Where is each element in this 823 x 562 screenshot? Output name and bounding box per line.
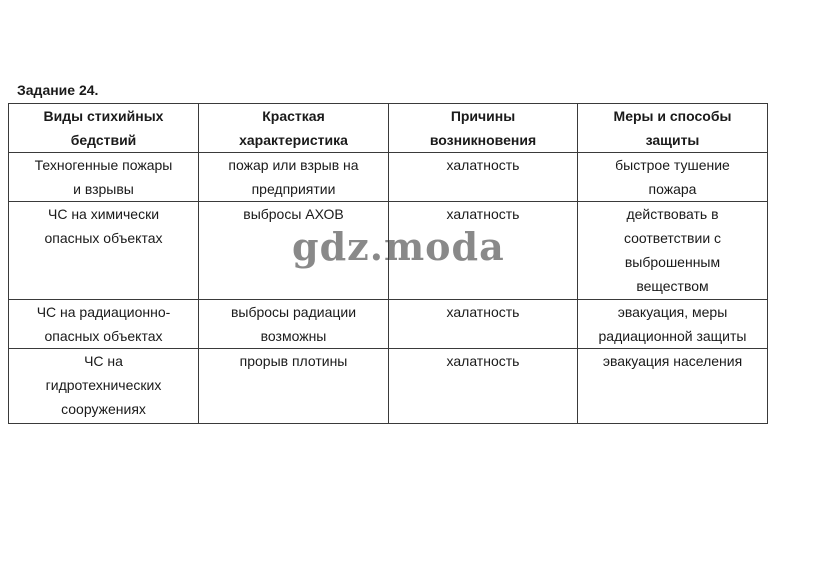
- cell-line: гидротехнических: [45, 377, 162, 393]
- cell-line: быстрое тушение: [615, 157, 730, 173]
- cell-line: опасных объектах: [44, 328, 163, 344]
- cell-causes: [389, 300, 578, 349]
- cell-line: ЧС на химически: [47, 206, 160, 222]
- header-line: Меры и способы: [613, 108, 732, 124]
- cell-line: эвакуация населения: [602, 353, 743, 369]
- cell-line: халатность: [446, 157, 520, 173]
- task-title: Задание 24.: [17, 82, 99, 98]
- cell-line: соответствии с: [623, 230, 722, 246]
- cell-line: выбросы радиации: [230, 304, 357, 320]
- cell-description: [199, 300, 389, 349]
- header-protection: [578, 104, 768, 153]
- header-description: [199, 104, 389, 153]
- cell-description: [199, 153, 389, 202]
- cell-line: возможны: [260, 328, 327, 344]
- cell-line: действовать в: [626, 206, 719, 222]
- cell-line: веществом: [636, 278, 709, 294]
- cell-disaster-type: [9, 300, 199, 349]
- cell-protection: [578, 349, 768, 424]
- cell-line: выбросы АХОВ: [243, 206, 344, 222]
- cell-causes: [389, 153, 578, 202]
- cell-disaster-type: [9, 202, 199, 300]
- header-line: Виды стихийных: [43, 108, 164, 124]
- header-line: Причины: [450, 108, 516, 124]
- cell-disaster-type: [9, 153, 199, 202]
- cell-protection: [578, 153, 768, 202]
- cell-line: ЧС на радиационно-: [36, 304, 171, 320]
- header-line: характеристика: [239, 132, 348, 148]
- cell-description: [199, 349, 389, 424]
- cell-line: пожар или взрыв на: [228, 157, 359, 173]
- header-line: бедствий: [70, 132, 137, 148]
- header-line: защиты: [645, 132, 700, 148]
- cell-line: радиационной защиты: [598, 328, 747, 344]
- cell-line: пожара: [648, 181, 697, 197]
- cell-line: и взрывы: [73, 181, 134, 197]
- table-row: [9, 349, 768, 424]
- cell-line: выброшенным: [624, 254, 721, 270]
- watermark: gdz.moda: [292, 224, 505, 269]
- cell-line: халатность: [446, 206, 520, 222]
- cell-line: прорыв плотины: [239, 353, 348, 369]
- cell-line: халатность: [446, 304, 520, 320]
- table-header-row: [9, 104, 768, 153]
- cell-disaster-type: [9, 349, 199, 424]
- cell-protection: [578, 202, 768, 300]
- header-causes: [389, 104, 578, 153]
- cell-protection: [578, 300, 768, 349]
- cell-line: сооружениях: [61, 401, 146, 417]
- cell-line: халатность: [446, 353, 520, 369]
- cell-causes: [389, 349, 578, 424]
- table-row: [9, 153, 768, 202]
- header-disaster-type: [9, 104, 199, 153]
- header-line: возникновения: [429, 132, 537, 148]
- cell-line: ЧС на: [84, 353, 123, 369]
- cell-line: эвакуация, меры: [617, 304, 728, 320]
- table-row: [9, 300, 768, 349]
- cell-line: Техногенные пожары: [34, 157, 173, 173]
- cell-line: предприятии: [251, 181, 336, 197]
- header-line: Красткая: [262, 108, 325, 124]
- cell-line: опасных объектах: [44, 230, 163, 246]
